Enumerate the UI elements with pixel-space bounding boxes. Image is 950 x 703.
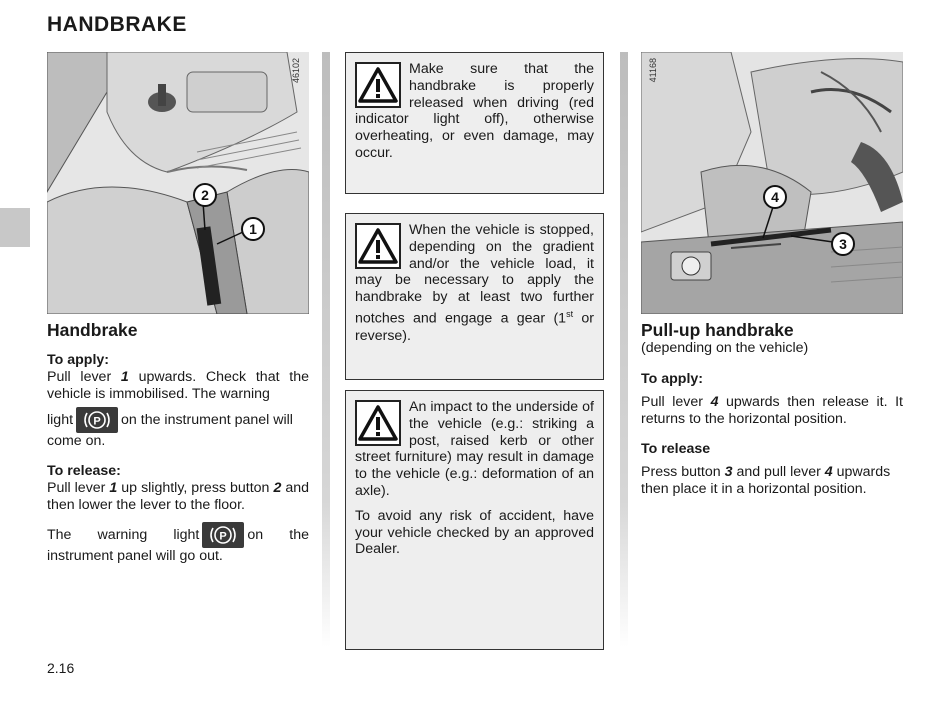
release-text: Press button 3 and pull lever 4 upwards then place it in a horizontal position. bbox=[641, 464, 891, 498]
column-divider-right bbox=[620, 52, 628, 647]
chapter-tab bbox=[0, 208, 30, 247]
warning-triangle-icon bbox=[355, 400, 401, 446]
warning-box-overheating: Make sure that the handbrake is properly released when driving (red indicator light off), otherwise overheating, or even damage, may occur. bbox=[345, 52, 604, 194]
warning-box-gradient: When the vehicle is stopped, depending on the gradient and/or the vehicle load, it may be necessary to apply the handbrake by at least two further notches and engage a gear (1st or reverse). bbox=[345, 213, 604, 380]
apply-heading: To apply: bbox=[47, 352, 110, 368]
release-text: Pull lever 1 up slightly, press button 2 and then lower the lever to the floor. bbox=[47, 480, 309, 514]
release-heading: To release: bbox=[47, 463, 121, 480]
dealer-text: To avoid any risk of accident, have your vehicle checked by an approved Dealer. bbox=[355, 507, 594, 558]
callout-lever: 1 bbox=[241, 217, 265, 241]
warning-triangle-icon bbox=[355, 62, 401, 108]
column-divider-left bbox=[322, 52, 330, 647]
seat-lever-drawing bbox=[641, 52, 903, 314]
apply-text: Pull lever 4 upwards then release it. It returns to the horizontal position. bbox=[641, 393, 903, 427]
page-title: HANDBRAKE bbox=[47, 13, 187, 36]
parking-brake-icon bbox=[202, 522, 244, 548]
svg-text:P: P bbox=[219, 530, 228, 543]
release-light-text: The warning light P on the instrument panel will go out. bbox=[47, 522, 309, 565]
page-number: 2.16 bbox=[47, 660, 75, 676]
apply-light-text: light P on the instrument panel will come on. bbox=[47, 407, 309, 450]
impact-text: An impact to the underside of the vehicle (e.g.: striking a post, raised kerb or other street furniture) may result in damage to the vehicle (e.g.: deformation of an axle). bbox=[355, 399, 594, 499]
release-heading: To release bbox=[641, 441, 711, 458]
pull-up-handbrake-illustration bbox=[641, 52, 903, 314]
callout-lever: 4 bbox=[763, 185, 787, 209]
section-heading: Pull-up handbrake bbox=[641, 320, 794, 340]
figure-code: 46102 bbox=[291, 58, 302, 84]
car-interior-drawing bbox=[47, 52, 309, 314]
warning-triangle-icon bbox=[355, 223, 401, 269]
callout-button: 3 bbox=[831, 232, 855, 256]
handbrake-illustration bbox=[47, 52, 309, 314]
apply-heading: To apply: bbox=[641, 370, 704, 387]
figure-code: 41168 bbox=[648, 58, 658, 83]
svg-text:P: P bbox=[93, 415, 101, 428]
right-column bbox=[641, 52, 903, 498]
warning-box-impact bbox=[345, 390, 604, 650]
apply-text: Pull lever 1 upwards. Check that the vehicle is immobilised. The warning bbox=[47, 369, 309, 402]
parking-brake-icon bbox=[76, 407, 118, 433]
section-heading: Handbrake bbox=[47, 320, 138, 340]
left-column bbox=[47, 52, 309, 565]
callout-button: 2 bbox=[193, 183, 217, 207]
section-subheading: (depending on the vehicle) bbox=[641, 340, 809, 356]
